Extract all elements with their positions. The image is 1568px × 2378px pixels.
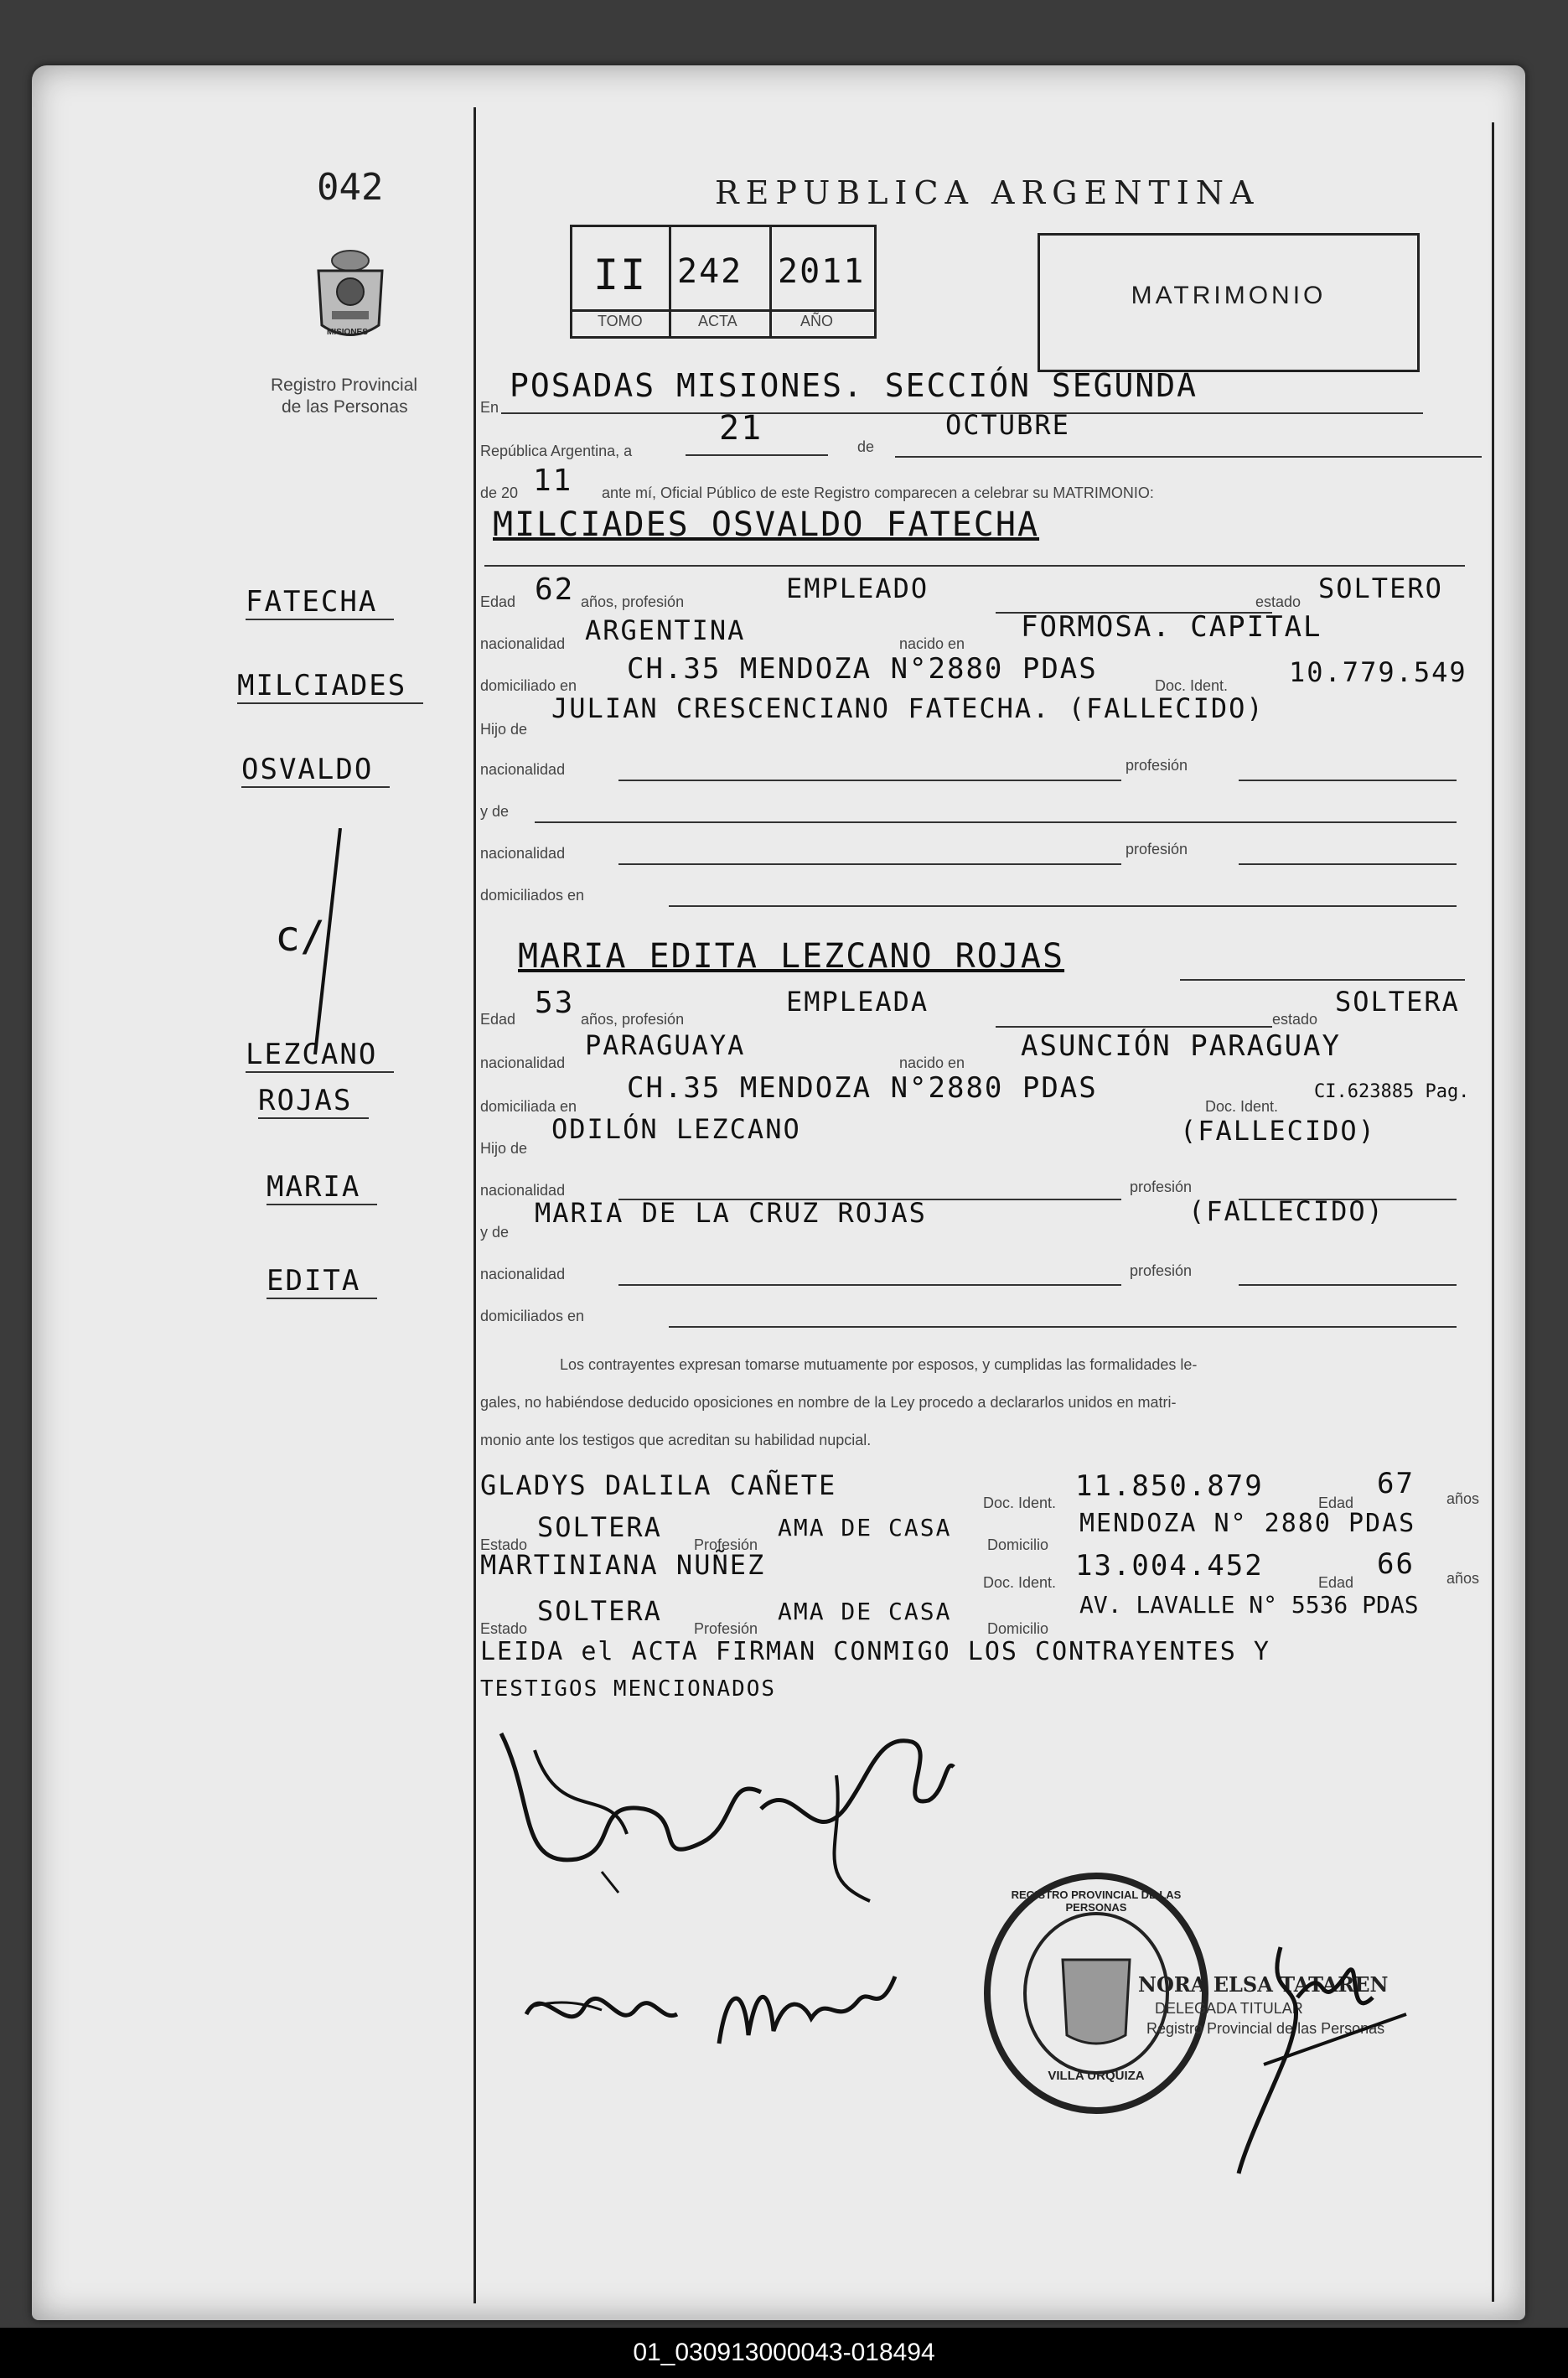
witness-1-anos-label: años [1446,1490,1480,1507]
margin-groom-surname: FATECHA [246,585,394,620]
bride-doc-label: Doc. Ident. [1205,1098,1279,1115]
agency-line-2: de las Personas [282,397,408,417]
groom-prof2-label: profesión [1126,841,1188,857]
right-margin-rule [1492,122,1494,2302]
bride-anos-label: años, profesión [581,1011,685,1028]
agency-line-1: Registro Provincial [271,376,418,395]
witness-1-estado: SOLTERA [537,1511,662,1543]
place: POSADAS MISIONES. SECCIÓN SEGUNDA [510,367,1198,404]
margin-bride-surname-1: LEZCANO [246,1038,394,1073]
bride-madre: MARIA DE LA CRUZ ROJAS [535,1197,927,1229]
official-name: NORA ELSA TATAREN [1138,1972,1389,1997]
groom-doc: 10.779.549 [1289,656,1467,688]
year-suffix: 11 [533,464,573,498]
groom-edad: 62 [535,572,575,607]
groom-domiciliados-label: domiciliados en [480,887,585,904]
witness-1-estado-label: Estado [480,1536,528,1553]
witness-1-signature [518,1964,686,2065]
groom-nacionalidad: ARGENTINA [585,614,746,646]
footer-id: 01_030913000043-018494 [633,2339,935,2366]
groom-edad-label: Edad [480,593,516,610]
bride-nacido-label: nacido en [899,1054,965,1071]
groom-profesion: EMPLEADO [786,572,929,604]
bride-padre: ODILÓN LEZCANO [551,1113,801,1145]
margin-groom-middle-name: OSVALDO [241,753,390,788]
groom-anos-label: años, profesión [581,593,685,610]
bride-edad: 53 [535,986,575,1020]
witness-2-doc-label: Doc. Ident. [983,1574,1057,1591]
bride-estado-label: estado [1272,1011,1318,1028]
bride-domiciliados-label: domiciliados en [480,1308,585,1324]
bride-prof1-label: profesión [1130,1179,1193,1195]
groom-estado-label: estado [1255,593,1301,610]
margin-bride-middle-name: EDITA [267,1264,377,1299]
record-type-box [1038,233,1420,372]
margin-bride-first-name: MARIA [267,1170,377,1205]
bride-nacido: ASUNCIÓN PARAGUAY [1021,1029,1341,1063]
bride-edad-label: Edad [480,1011,516,1028]
groom-name: MILCIADES OSVALDO FATECHA [493,505,1040,544]
margin-connector [275,828,375,1063]
bride-signature [744,1708,962,1926]
groom-padre: JULIAN CRESCENCIANO FATECHA. (FALLECIDO) [551,692,1265,724]
witness-2-name: MARTINIANA NUÑEZ [480,1549,766,1581]
seal-city: VILLA URQUIZA [1048,2069,1145,2083]
bride-doc: CI.623885 Pag. [1314,1081,1470,1102]
groom-nac2-label: nacionalidad [480,845,566,862]
witness-1-domicilio: MENDOZA N° 2880 PDAS [1079,1509,1416,1538]
country-title: REPUBLICA ARGENTINA [715,174,1260,211]
bride-hijo-label: Hijo de [480,1140,528,1157]
acta-label: ACTA [698,313,737,329]
bride-nacionalidad: PARAGUAYA [585,1029,746,1061]
witness-2-profesion: AMA DE CASA [778,1598,952,1625]
day: 21 [719,409,763,448]
margin-connector-text: c/ [275,912,326,961]
bride-padre-status: (FALLECIDO) [1180,1115,1376,1147]
groom-hijo-label: Hijo de [480,721,528,738]
closing-line-1: LEIDA el ACTA FIRMAN CONMIGO LOS CONTRAYENTES Y [480,1637,1270,1666]
bride-name: MARIA EDITA LEZCANO ROJAS [518,937,1065,976]
anio-label: AÑO [800,313,834,329]
official-title: DELEGADA TITULAR [1155,2000,1303,2017]
closing-line-2: TESTIGOS MENCIONADOS [480,1676,777,1702]
witness-2-edad-label: Edad [1318,1574,1354,1591]
witness-1-name: GLADYS DALILA CAÑETE [480,1469,837,1501]
intro-statement: ante mí, Oficial Público de este Registro comparecen a celebrar su MATRIMONIO: [602,484,1154,501]
groom-parent-prof-label: profesión [1126,757,1188,774]
bride-nac2-label: nacionalidad [480,1266,566,1282]
margin-groom-first-name: MILCIADES [237,669,423,704]
groom-nacido-label: nacido en [899,635,965,652]
logo-text: MISIONES [327,328,368,337]
groom-signature [484,1700,786,1918]
acta-value: 242 [677,252,743,291]
declaration-line-1: Los contrayentes expresan tomarse mutuamente por esposos, y cumplidas las formalidades le- [560,1356,1198,1373]
groom-dom-label: domiciliado en [480,677,577,694]
bride-prof2-label: profesión [1130,1262,1193,1279]
republica-label: República Argentina, a [480,443,633,459]
groom-nacido: FORMOSA. CAPITAL [1021,610,1322,644]
witness-2-signature [711,1951,912,2069]
bride-yde-label: y de [480,1224,510,1241]
witness-2-doc: 13.004.452 [1075,1549,1264,1583]
registry-number-box [570,225,877,339]
de-label: de [857,438,875,455]
witness-2-estado-label: Estado [480,1620,528,1637]
declaration-line-3: monio ante los testigos que acreditan su habilidad nupcial. [480,1432,872,1448]
groom-parent-nac-label: nacionalidad [480,761,566,778]
witness-1-profesion: AMA DE CASA [778,1514,952,1541]
witness-1-dom-label: Domicilio [987,1536,1049,1553]
page-number: 042 [317,166,384,209]
witness-2-domicilio: AV. LAVALLE N° 5536 PDAS [1079,1591,1419,1619]
anio-value: 2011 [778,252,866,291]
year-prefix: de 20 [480,484,519,501]
witness-2-estado: SOLTERA [537,1595,662,1627]
groom-doc-label: Doc. Ident. [1155,677,1229,694]
tomo-label: TOMO [598,313,643,329]
groom-estado: SOLTERO [1318,572,1443,604]
bride-profesion: EMPLEADA [786,986,929,1018]
witness-2-prof-label: Profesión [694,1620,758,1637]
official-signature [1214,1922,1423,2190]
witness-2-edad: 66 [1377,1547,1415,1581]
month: OCTUBRE [945,409,1070,441]
official-org: Registro Provincial de las Personas [1146,2020,1385,2037]
left-margin-rule [474,107,476,2303]
register-page [32,65,1525,2320]
record-type: MATRIMONIO [1131,282,1327,309]
seal-ring-text: REGISTRO PROVINCIAL DE LAS PERSONAS [1011,1888,1182,1914]
witness-1-edad: 67 [1377,1467,1415,1500]
witness-1-doc-label: Doc. Ident. [983,1495,1057,1511]
registry-logo [308,246,392,346]
en-label: En [480,399,499,416]
bride-domicilio: CH.35 MENDOZA N°2880 PDAS [627,1071,1098,1105]
witness-1-doc: 11.850.879 [1075,1469,1264,1503]
bride-estado: SOLTERA [1335,986,1460,1018]
bride-dom-label: domiciliada en [480,1098,577,1115]
groom-nac-label: nacionalidad [480,635,566,652]
witness-2-dom-label: Domicilio [987,1620,1049,1637]
groom-yde-label: y de [480,803,510,820]
tomo-value: II [593,251,648,299]
declaration-line-2: gales, no habiéndose deducido oposiciones en nombre de la Ley procedo a declararlos unidos en matri- [480,1394,1177,1411]
margin-bride-surname-2: ROJAS [258,1084,369,1119]
bride-madre-status: (FALLECIDO) [1188,1195,1384,1227]
witness-2-anos-label: años [1446,1570,1480,1587]
bride-nac1-label: nacionalidad [480,1182,566,1199]
groom-domicilio: CH.35 MENDOZA N°2880 PDAS [627,652,1098,686]
witness-1-prof-label: Profesión [694,1536,758,1553]
bride-nac-label: nacionalidad [480,1054,566,1071]
witness-1-edad-label: Edad [1318,1495,1354,1511]
